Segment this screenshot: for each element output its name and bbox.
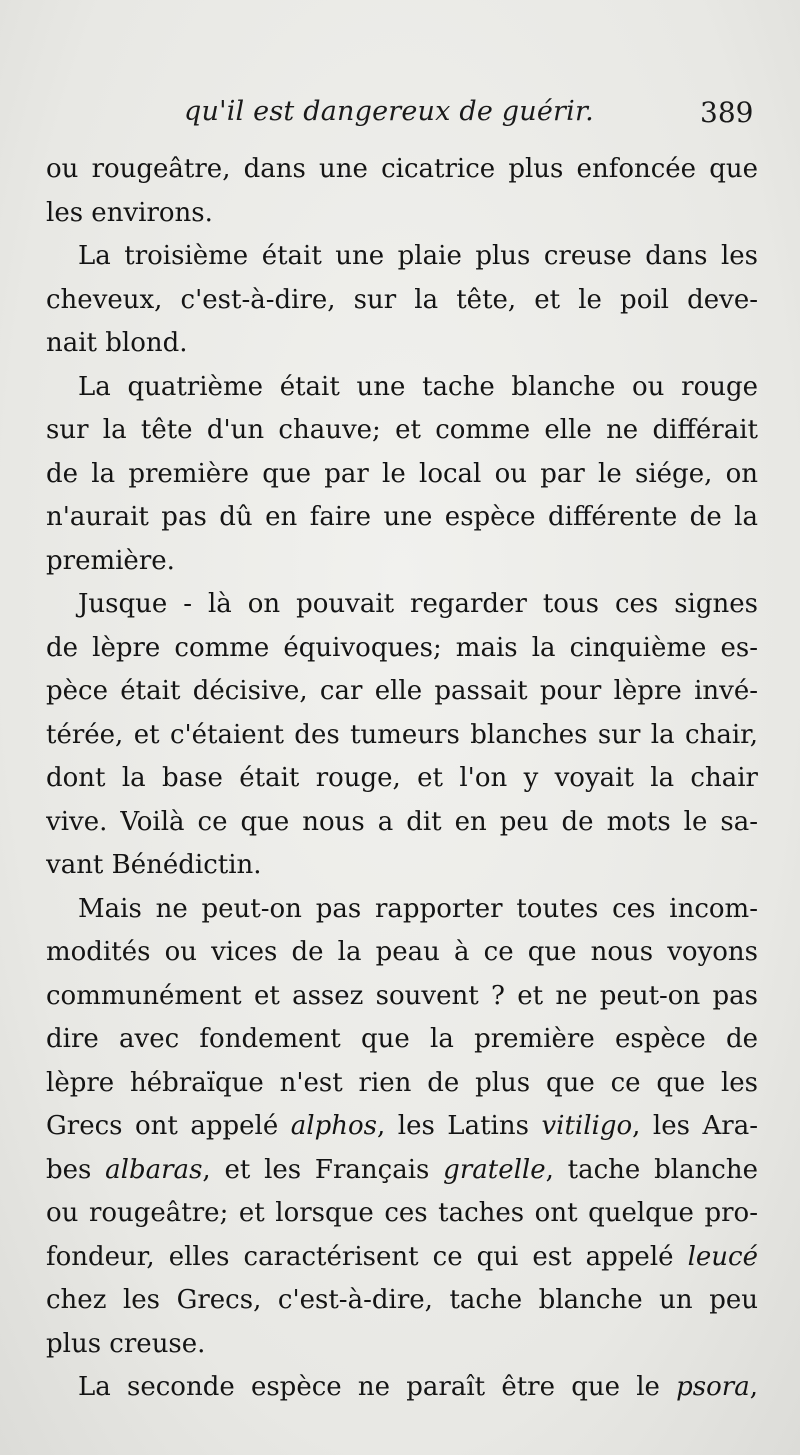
text-line xyxy=(46,1236,758,1280)
text-line xyxy=(46,583,758,627)
text-segment: La seconde espèce ne paraît être que le xyxy=(78,1372,677,1402)
text-segment: Jusque - là on pouvait regarder tous ces signes xyxy=(78,589,758,619)
text-segment: dire avec fondement que la première espèce de xyxy=(46,1024,758,1054)
text-segment: pèce était décisive, car elle passait pour lèpre invé- xyxy=(46,676,758,706)
text-line xyxy=(46,1279,758,1323)
text-segment: La troisième était une plaie plus creuse dans les xyxy=(78,241,758,271)
text-segment: vive. Voilà ce que nous a dit en peu de mots le sa- xyxy=(46,806,758,837)
text-segment: lèpre hébraïque n'est rien de plus que ce que les xyxy=(46,1067,758,1098)
italic-term: psora xyxy=(676,1372,750,1402)
text-line xyxy=(46,1192,758,1236)
text-segment: ou rougeâtre; et lorsque ces taches ont quelque pro- xyxy=(46,1198,758,1228)
page-number: 389 xyxy=(700,96,754,129)
italic-term: alphos xyxy=(290,1111,377,1141)
text-line xyxy=(46,322,758,366)
text-line xyxy=(46,844,758,888)
text-segment: communément et assez souvent ? et ne peut-on pas xyxy=(46,980,758,1011)
text-segment: La quatrième était une tache blanche ou rouge xyxy=(78,371,758,402)
text-line xyxy=(46,975,758,1019)
text-segment: sur la tête d'un chauve; et comme elle ne différait xyxy=(46,415,758,445)
text-line xyxy=(46,453,758,497)
text-line xyxy=(46,1323,758,1367)
text-segment: cheveux, c'est-à-dire, sur la tête, et le poil deve- xyxy=(46,284,758,315)
text-segment: chez les Grecs, c'est-à-dire, tache blanche un peu xyxy=(46,1285,758,1315)
text-line xyxy=(46,279,758,323)
text-segment: , les Ara- xyxy=(632,1111,758,1141)
text-line xyxy=(46,888,758,932)
text-line xyxy=(46,714,758,758)
text-line xyxy=(46,1018,758,1062)
text-line xyxy=(46,1062,758,1106)
text-segment: modités ou vices de la peau à ce que nous voyons xyxy=(46,937,758,967)
text-segment: nait blond. xyxy=(46,328,188,358)
text-line xyxy=(46,1149,758,1193)
text-line xyxy=(46,409,758,453)
text-line xyxy=(46,627,758,671)
italic-term: leucé xyxy=(687,1241,758,1272)
body-text xyxy=(46,148,758,1410)
text-segment: première. xyxy=(46,545,175,576)
text-segment: ou rougeâtre, dans une cicatrice plus enfoncée que xyxy=(46,154,758,184)
text-line xyxy=(46,1366,758,1410)
italic-term: gratelle xyxy=(443,1154,546,1185)
text-line xyxy=(46,496,758,540)
text-line xyxy=(46,1105,758,1149)
text-segment: Grecs ont appelé xyxy=(46,1111,291,1141)
text-segment: plus creuse. xyxy=(46,1328,206,1359)
text-segment: de lèpre comme équivoques; mais la cinquième es- xyxy=(46,632,758,663)
italic-term: vitiligo xyxy=(541,1111,633,1141)
text-segment: térée, et c'étaient des tumeurs blanches sur la chair, xyxy=(46,719,758,750)
text-segment: vant Bénédictin. xyxy=(46,850,262,880)
text-line xyxy=(46,540,758,584)
text-segment: bes xyxy=(46,1154,106,1185)
text-line xyxy=(46,366,758,410)
text-line xyxy=(46,148,758,192)
text-segment: , les Latins xyxy=(376,1111,542,1141)
text-segment: n'aurait pas dû en faire une espèce différente de la xyxy=(46,502,758,532)
text-segment: Mais ne peut-on pas rapporter toutes ces incom- xyxy=(78,893,758,924)
text-segment: , tache blanche xyxy=(545,1154,758,1185)
text-line xyxy=(46,931,758,975)
text-line xyxy=(46,757,758,801)
text-line xyxy=(46,192,758,236)
text-line xyxy=(46,670,758,714)
text-line xyxy=(46,235,758,279)
text-segment: dont la base était rouge, et l'on y voyait la chair xyxy=(46,763,758,793)
page-header xyxy=(0,96,800,140)
text-segment: les environs. xyxy=(46,197,213,228)
italic-term: albaras xyxy=(105,1154,203,1185)
text-segment: fondeur, elles caractérisent ce qui est appelé xyxy=(46,1241,688,1272)
text-segment: de la première que par le local ou par le siége, on xyxy=(46,458,758,489)
text-line xyxy=(46,801,758,845)
text-segment: , et les Français xyxy=(202,1154,444,1185)
text-segment: , xyxy=(749,1372,758,1402)
running-title: qu'il est dangereux de guérir. xyxy=(184,96,594,127)
